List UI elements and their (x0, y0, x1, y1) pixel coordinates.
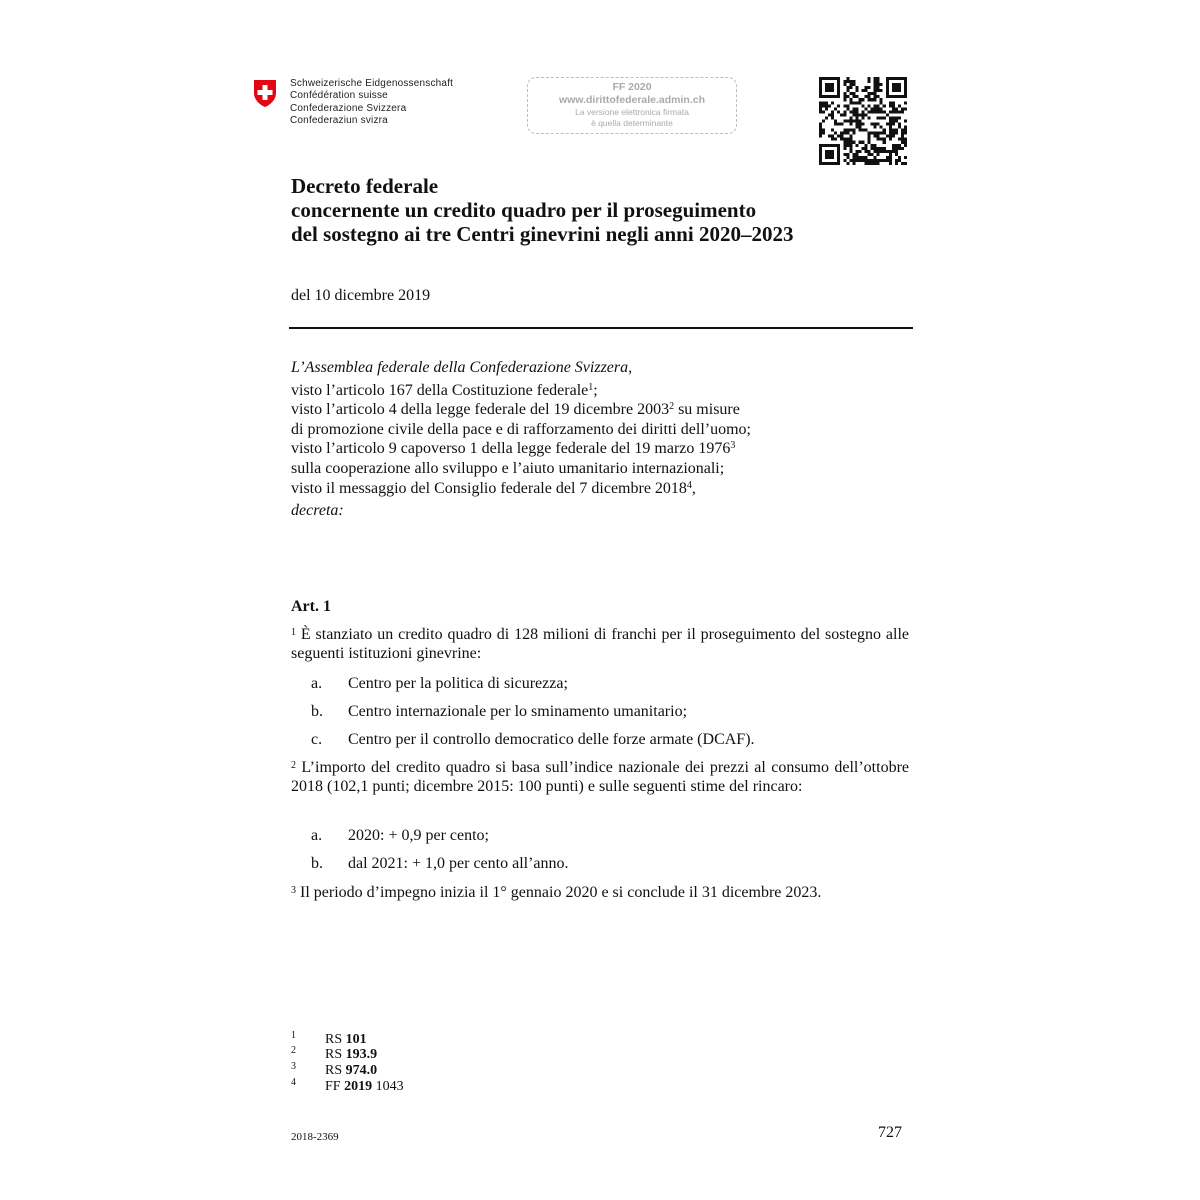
preamble-line-4 (291, 439, 751, 459)
title-line-1: Decreto federale (291, 174, 439, 198)
confederation-names (290, 78, 453, 128)
footnote-ref: 3 (730, 440, 736, 452)
page-number: 727 (878, 1124, 902, 1141)
confederation-name-it: Confederazione Svizzera (290, 102, 407, 114)
preamble-text: visto l’articolo 4 della legge federale del 19 dicembre 2003 (291, 401, 670, 419)
paragraph-text: È stanziato un credito quadro di 128 milioni di franchi per il proseguimento del sostegno alle seguenti istituzioni ginevrine: (291, 626, 909, 663)
title-divider (289, 327, 913, 329)
preamble-text: su misure (674, 401, 740, 419)
document-title (291, 174, 793, 246)
preamble-text: visto l’articolo 9 capoverso 1 della legge federale del 19 marzo 1976 (291, 440, 731, 458)
paragraph-text: Il periodo d’impegno inizia il 1° gennaio 2020 e si conclude il 31 dicembre 2023. (296, 884, 822, 901)
stamp-note-1: La versione elettronica firmata (575, 107, 689, 117)
footnote-text (325, 1047, 377, 1062)
preamble-text: visto il messaggio del Consiglio federale del 7 dicembre 2018 (291, 479, 687, 497)
stamp-url: www.dirittofederale.admin.ch (558, 94, 706, 106)
footnote-ref: 2 (669, 401, 675, 413)
footnote-text (325, 1063, 377, 1078)
confederation-name-fr: Confédération suisse (290, 90, 388, 102)
list-text: 2020: + 0,9 per cento; (348, 827, 489, 844)
electronic-signature-stamp (527, 77, 737, 134)
preamble (291, 358, 751, 521)
list-marker: b. (311, 855, 323, 872)
footnote-number: 3 (291, 1061, 296, 1072)
footnote-ref: 4 (686, 479, 692, 491)
article-paragraph-2 (291, 758, 909, 796)
document-id: 2018-2369 (291, 1131, 339, 1143)
swiss-cross-icon (252, 78, 278, 108)
list-text: Centro internazionale per lo sminamento umanitario; (348, 703, 688, 720)
decree-date: del 10 dicembre 2019 (291, 287, 431, 304)
footnote-number-bold: 193.9 (345, 1047, 378, 1062)
footnote-suffix: 1043 (372, 1079, 404, 1094)
list-marker: b. (311, 703, 323, 720)
list-text: dal 2021: + 1,0 per cento all’anno. (348, 855, 569, 872)
paragraph-number: 1 (291, 627, 296, 638)
preamble-text: ; (593, 381, 598, 399)
preamble-line-3: di promozione civile della pace e di rafforzamento dei diritti dell’uomo; (291, 420, 751, 438)
stamp-ff-reference: FF 2020 (612, 81, 652, 93)
paragraph-number: 3 (291, 885, 296, 896)
footnote-number-bold: 974.0 (345, 1063, 378, 1078)
confederation-name-de: Schweizerische Eidgenossenschaft (290, 78, 454, 89)
title-line-2: concernente un credito quadro per il proseguimento (291, 198, 757, 222)
list-marker: a. (311, 675, 323, 692)
article-paragraph-3 (291, 883, 909, 902)
footnote-ref: 1 (588, 381, 594, 393)
paragraph-text: L’importo del credito quadro si basa sull’indice nazionale dei prezzi al consumo dell’ottobre 2018 (102,1 punti; dicembre 2015: 100 punti) e sulle seguenti stime del rincaro: (291, 759, 909, 796)
paragraph-number: 2 (291, 760, 296, 771)
preamble-line-6 (291, 479, 751, 499)
preamble-line-1 (291, 381, 751, 401)
footnote-number: 2 (291, 1045, 296, 1056)
footnote-text (325, 1079, 404, 1094)
footnote-text (325, 1032, 367, 1047)
list-text: Centro per il controllo democratico delle forze armate (DCAF). (348, 731, 755, 748)
footnote-prefix: RS (325, 1047, 346, 1062)
stamp-note-2: è quella determinante (591, 118, 673, 128)
footnote-prefix: RS (325, 1063, 346, 1078)
preamble-text: , (691, 479, 696, 497)
footnote-number: 4 (291, 1077, 296, 1088)
footnote-prefix: FF (325, 1079, 345, 1094)
footnote-number: 1 (291, 1030, 296, 1041)
qr-code-icon (819, 77, 907, 165)
confederation-name-rm: Confederaziun svizra (290, 115, 388, 127)
list-text: Centro per la politica di sicurezza; (348, 675, 568, 692)
preamble-line-5: sulla cooperazione allo sviluppo e l’aiuto umanitario internazionali; (291, 459, 725, 477)
preamble-line-2 (291, 400, 751, 420)
preamble-decreta: decreta: (291, 502, 344, 520)
article-heading: Art. 1 (291, 598, 331, 615)
list-marker: a. (311, 827, 323, 844)
footnote-prefix: RS (325, 1032, 346, 1047)
footnote-number-bold: 2019 (344, 1079, 373, 1094)
preamble-text: visto l’articolo 167 della Costituzione federale (291, 381, 589, 399)
footnote-number-bold: 101 (345, 1032, 367, 1047)
preamble-assembly: L’Assemblea federale della Confederazione Svizzera, (291, 359, 633, 376)
list-marker: c. (311, 731, 323, 748)
article-paragraph-1 (291, 625, 909, 663)
title-line-3: del sostegno ai tre Centri ginevrini negli anni 2020–2023 (291, 222, 794, 246)
